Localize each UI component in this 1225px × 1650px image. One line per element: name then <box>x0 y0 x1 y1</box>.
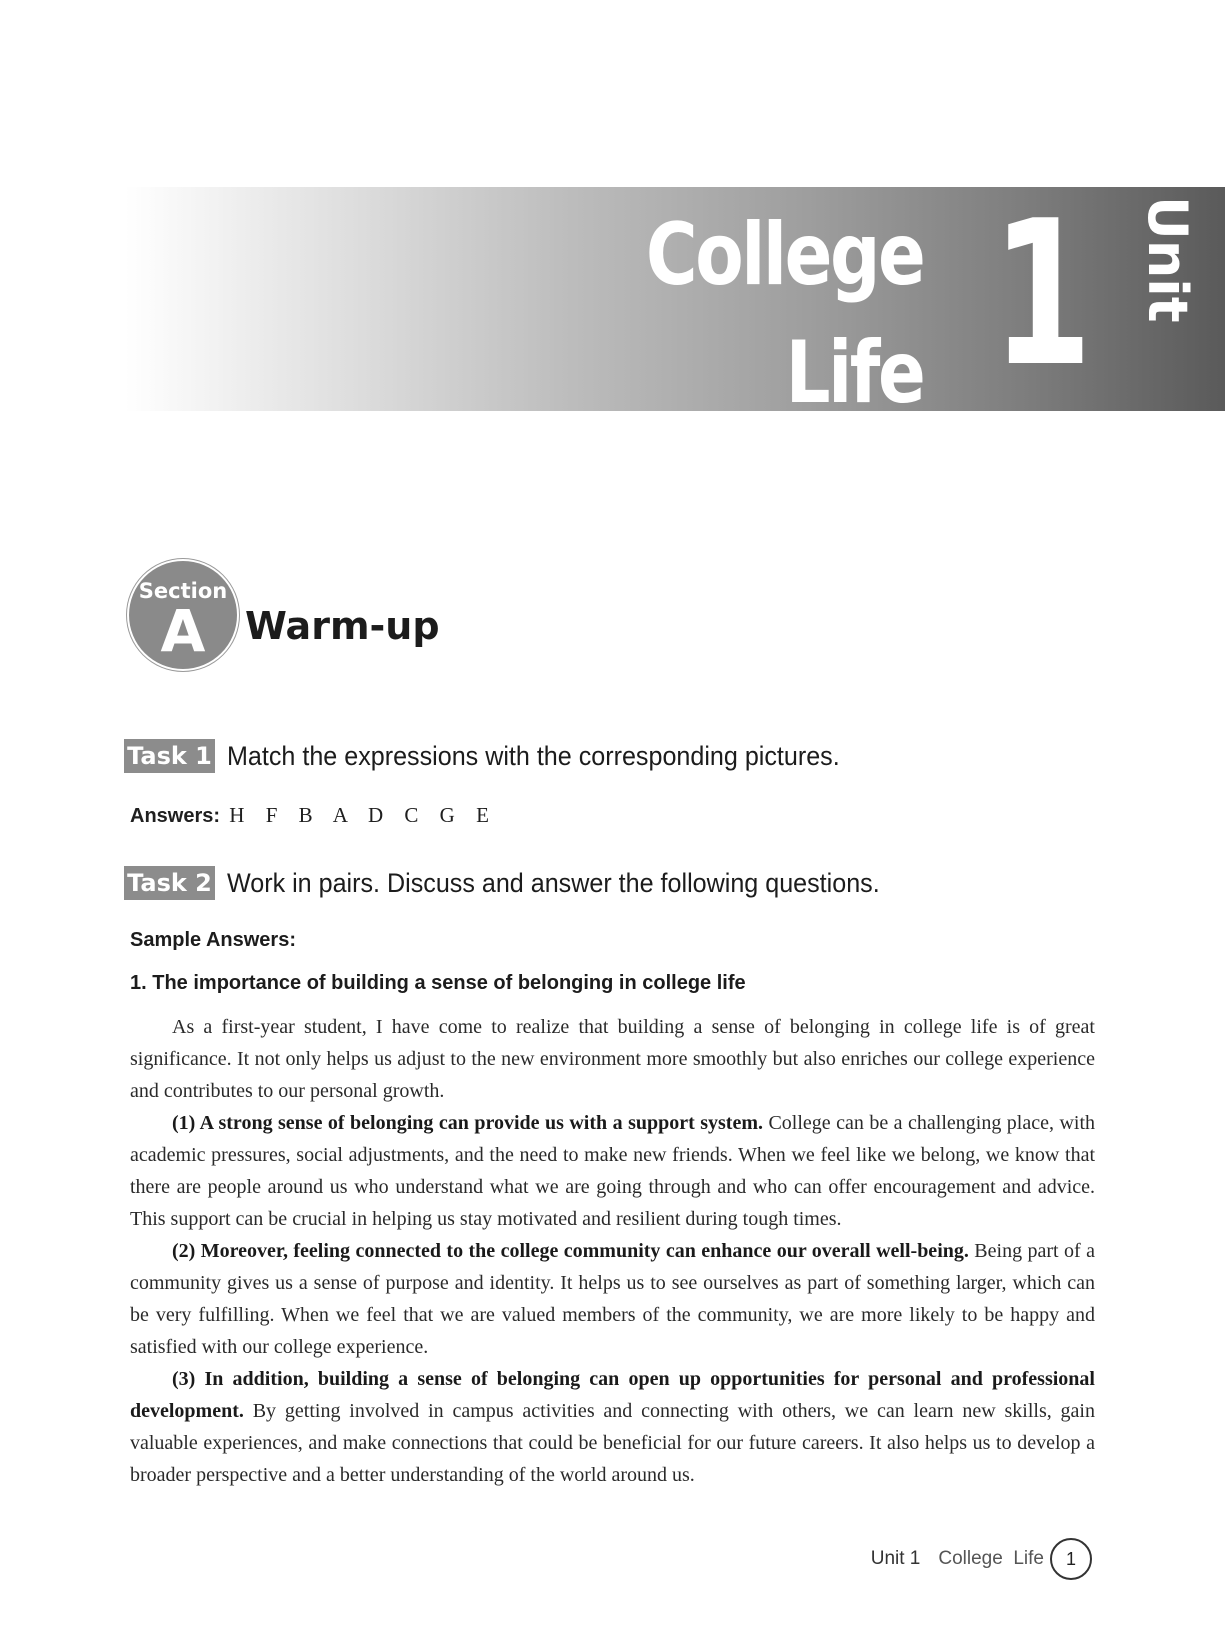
point-1-lead: (1) A strong sense of belonging can provide us with a support system. <box>172 1112 763 1134</box>
page-number: 1 <box>1050 1538 1092 1580</box>
section-badge <box>129 561 237 669</box>
unit-title <box>646 196 923 432</box>
task2-badge: Task 2 <box>124 866 215 900</box>
sample-answers-label: Sample Answers: <box>130 929 296 951</box>
task1-answers <box>130 800 490 831</box>
answers-values: H F B A D C G E <box>229 803 490 827</box>
point-3-lead: (3) In addition, building a sense of belonging can open up opportunities for personal and professional development. <box>130 1368 1095 1422</box>
unit-title-line2: Life <box>785 323 923 423</box>
task2-instruction: Work in pairs. Discuss and answer the following questions. <box>227 868 880 898</box>
point-3-text: By getting involved in campus activities and connecting with others, we can learn new skills, gain valuable experiences, and make connections that could be beneficial for our future careers. It also helps us to develop a broader perspective and a better understanding of the world around us. <box>130 1400 1095 1486</box>
point-paragraph-1 <box>130 1107 1095 1235</box>
unit-title-line1: College <box>645 205 923 305</box>
unit-number: 1 <box>992 178 1093 411</box>
unit-word: Unit <box>1136 196 1199 323</box>
point-1-text: College can be a challenging place, with academic pressures, social adjustments, and the need to make new friends. When we feel like we belong, we know that there are people around us who understand what we are going through and who can offer encouragement and advice. This support can be crucial in helping us stay motivated and resilient during tough times. <box>130 1112 1095 1230</box>
section-title: Warm-up <box>245 604 440 648</box>
footer-title: College Life <box>938 1548 1044 1569</box>
section-letter: A <box>160 597 206 665</box>
task1-instruction: Match the expressions with the corresponding pictures. <box>227 741 840 771</box>
question-heading: 1. The importance of building a sense of belonging in college life <box>130 972 746 994</box>
footer-unit: Unit 1 <box>870 1548 921 1569</box>
point-paragraph-3 <box>130 1363 1095 1491</box>
answer-body <box>130 1011 1095 1491</box>
point-2-text: Being part of a community gives us a sense of purpose and identity. It helps us to see ourselves as part of something larger, which can be very fulfilling. When we feel that we are valued members of the community, we are more likely to be happy and satisfied with our college experience. <box>130 1240 1096 1358</box>
page-footer <box>871 1539 1092 1579</box>
intro-paragraph: As a first-year student, I have come to realize that building a sense of belonging in college life is of great significance. It not only helps us adjust to the new environment more smoothly but also enriches our college experience and contributes to our personal growth. <box>130 1016 1095 1102</box>
task1-badge: Task 1 <box>124 739 215 773</box>
section-word: Section <box>138 579 228 603</box>
point-paragraph-2 <box>130 1235 1095 1363</box>
point-2-lead: (2) Moreover, feeling connected to the college community can enhance our overall well-being. <box>172 1240 969 1262</box>
answers-label: Answers: <box>130 805 221 827</box>
